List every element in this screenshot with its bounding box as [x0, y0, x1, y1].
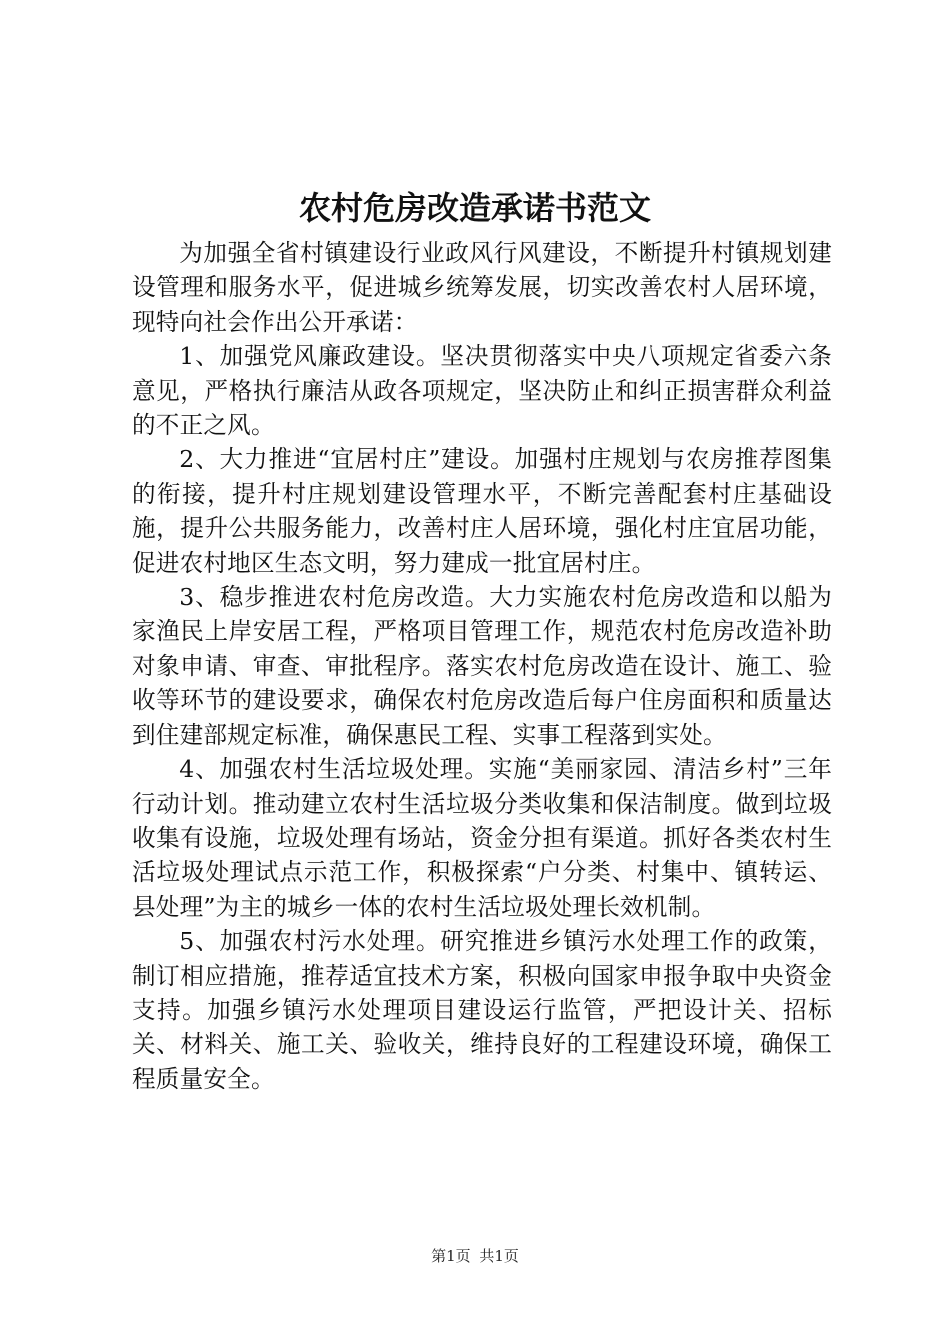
- commitment-paragraph-3: 3、稳步推进农村危房改造。大力实施农村危房改造和以船为家渔民上岸安居工程，严格项目管理工作，规范农村危房改造补助对象申请、审查、审批程序。落实农村危房改造在设计、施工、验收等环节的建设要求，确保农村危房改造后每户住房面积和质量达到住建部规定标准，确保惠民工程、实事工程落到实处。: [132, 583, 832, 749]
- document-title: 农村危房改造承诺书范文: [298, 189, 651, 227]
- document-body: [132, 236, 832, 1096]
- commitment-paragraph-2: 2、大力推进“宜居村庄”建设。加强村庄规划与农房推荐图集的衔接，提升村庄规划建设管理水平，不断完善配套村庄基础设施，提升公共服务能力，改善村庄人居环境，强化村庄宜居功能，促进农村地区生态文明，努力建成一批宜居村庄。: [132, 445, 832, 577]
- intro-paragraph: 为加强全省村镇建设行业政风行风建设，不断提升村镇规划建设管理和服务水平，促进城乡统筹发展，切实改善农村人居环境，现特向社会作出公开承诺：: [132, 239, 832, 336]
- commitment-paragraph-5: 5、加强农村污水处理。研究推进乡镇污水处理工作的政策，制订相应措施，推荐适宜技术方案，积极向国家申报争取中央资金支持。加强乡镇污水处理项目建设运行监管，严把设计关、招标关、材料关、施工关、验收关，维持良好的工程建设环境，确保工程质量安全。: [132, 927, 832, 1093]
- commitment-paragraph-1: 1、加强党风廉政建设。坚决贯彻落实中央八项规定省委六条意见，严格执行廉洁从政各项规定，坚决防止和纠正损害群众利益的不正之风。: [132, 342, 832, 440]
- page-number: 第1页: [431, 1247, 471, 1265]
- page-total: 共1页: [479, 1247, 519, 1265]
- commitment-paragraph-4: 4、加强农村生活垃圾处理。实施“美丽家园、清洁乡村”三年行动计划。推动建立农村生活垃圾分类收集和保洁制度。做到垃圾收集有设施，垃圾处理有场站，资金分担有渠道。抓好各类农村生活垃圾处理试点示范工作，积极探索“户分类、村集中、镇转运、县处理”为主的城乡一体的农村生活垃圾处理长效机制。: [132, 755, 832, 921]
- page-footer: [0, 1246, 950, 1266]
